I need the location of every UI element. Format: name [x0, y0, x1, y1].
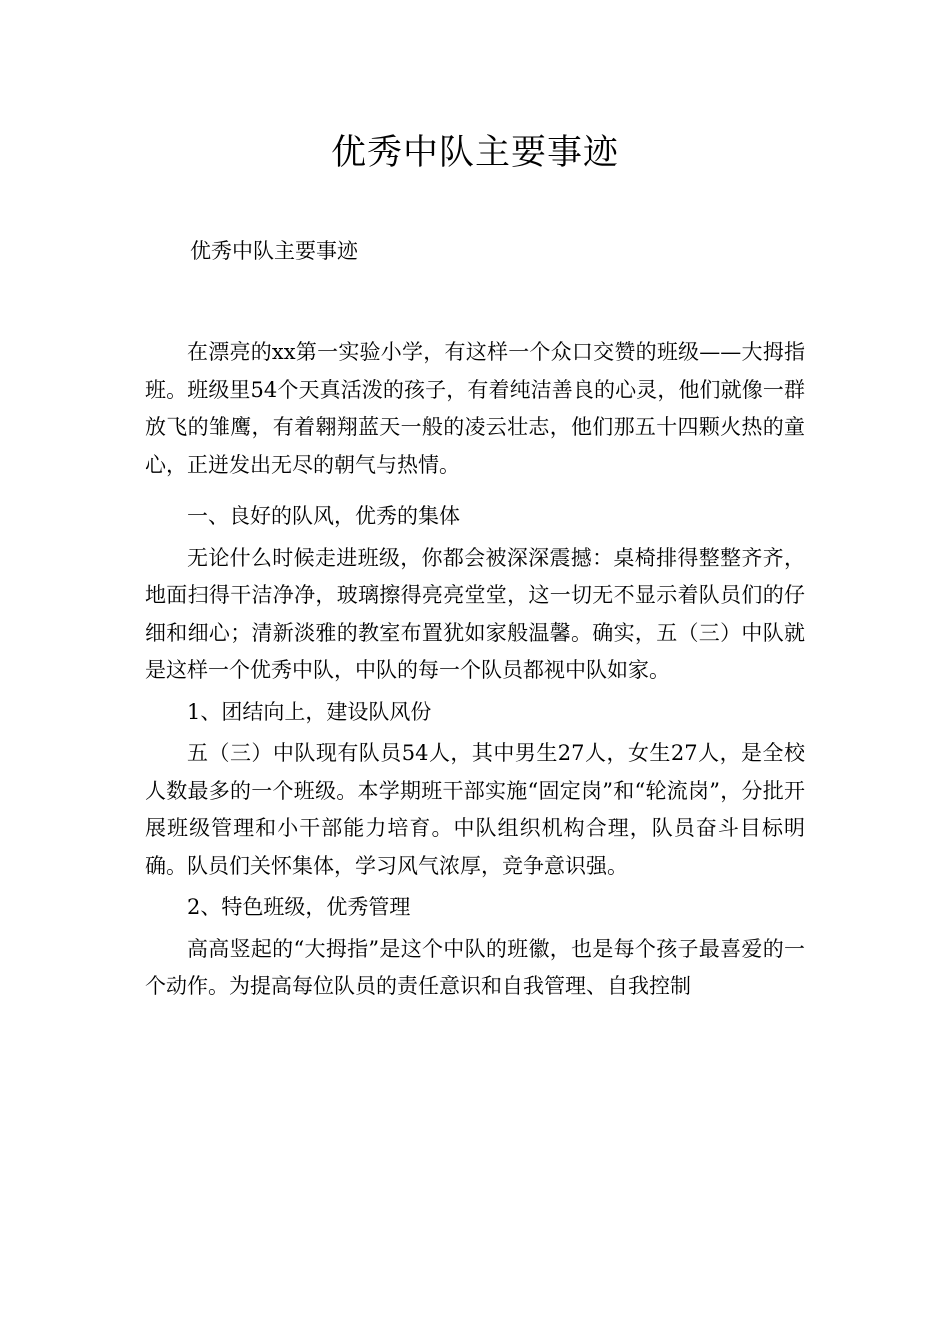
subsection-1-paragraph: 五（三）中队现有队员54人，其中男生27人，女生27人，是全校人数最多的一个班级。本学期班干部实施“固定岗”和“轮流岗”，分批开展班级管理和小干部能力培育。中队组织机构合理，队员奋斗目标明确。队员们关怀集体，学习风气浓厚，竞争意识强。 [145, 741, 805, 878]
section-heading-1: 一、良好的队风，优秀的集体 [187, 504, 460, 528]
document-title: 优秀中队主要事迹 [330, 133, 619, 173]
intro-paragraph: 在漂亮的xx第一实验小学，有这样一个众口交赞的班级——大拇指班。班级里54个天真活泼的孩子，有着纯洁善良的心灵，他们就像一群放飞的雏鹰，有着翱翔蓝天一般的凌云壮志，他们那五十四颗火热的童心，正迸发出无尽的朝气与热情。 [145, 340, 805, 477]
subsection-heading-1: 1、团结向上，建设队风份 [187, 699, 432, 724]
document-subtitle: 优秀中队主要事迹 [190, 239, 358, 263]
subsection-2-paragraph: 高高竖起的“大拇指”是这个中队的班徽，也是每个孩子最喜爱的一个动作。为提高每位队员的责任意识和自我管理、自我控制 [145, 936, 805, 998]
section-1-paragraph: 无论什么时候走进班级，你都会被深深震撼：桌椅排得整整齐齐，地面扫得干洁净净，玻璃擦得亮亮堂堂，这一切无不显示着队员们的仔细和细心；清新淡雅的教室布置犹如家般温馨。确实，五（三）中队就是这样一个优秀中队，中队的每一个队员都视中队如家。 [145, 545, 805, 682]
subsection-heading-2: 2、特色班级，优秀管理 [187, 895, 411, 919]
document-body [145, 334, 805, 1010]
